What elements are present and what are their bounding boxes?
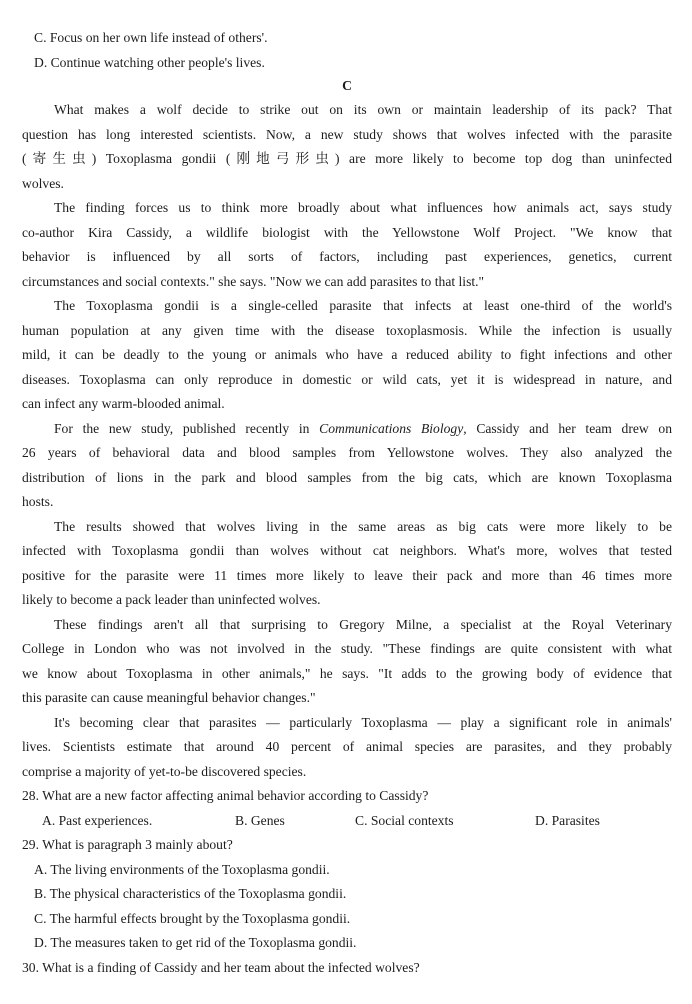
- text-line: The Toxoplasma gondii is a single-celled parasite that infects at least one-third of the world's: [54, 298, 672, 313]
- text-line: this parasite can cause meaningful behavior changes.": [22, 690, 316, 705]
- text-line: What makes a wolf decide to strike out on its own or maintain leadership of its pack? That: [54, 102, 672, 117]
- text-line: These findings aren't all that surprising to Gregory Milne, a specialist at the Royal Veterinary: [54, 616, 672, 632]
- question-stem: 28. What are a new factor affecting animal behavior according to Cassidy?: [22, 788, 429, 803]
- passage: [22, 98, 672, 784]
- text-line: can infect any warm-blooded animal.: [22, 396, 225, 411]
- paragraph-5: [22, 515, 672, 613]
- section-label: C: [342, 78, 352, 93]
- text-line: The finding forces us to think more broadly about what influences how animals act, says study: [54, 200, 672, 215]
- option-c: C. Focus on her own life instead of others'.: [34, 30, 268, 45]
- text-line: comprise a majority of yet-to-be discovered species.: [22, 763, 307, 779]
- text-line: distribution of lions in the park and blood samples from the big cats, which are known Toxoplasma: [22, 469, 672, 485]
- questions: [22, 784, 672, 980]
- choice-d: D. The measures taken to get rid of the Toxoplasma gondii.: [34, 935, 357, 950]
- text-line: likely to become a pack leader than uninfected wolves.: [22, 592, 321, 607]
- option-d: D. Continue watching other people's lives.: [34, 54, 265, 70]
- text-line: mild, it can be deadly to the young or animals who have a reduced ability to fight infections and other: [22, 347, 672, 362]
- paragraph-1: [22, 98, 672, 196]
- paragraph-3: [22, 294, 672, 417]
- text-line: circumstances and social contexts." she says. "Now we can add parasites to that list.": [22, 273, 485, 289]
- choice-a: A. Past experiences.: [42, 812, 153, 828]
- text-line: It's becoming clear that parasites — particularly Toxoplasma — play a significant role in animals': [54, 714, 672, 730]
- text-span: , Cassidy and her team drew on: [463, 420, 672, 436]
- answer-choices: [22, 809, 672, 834]
- text-line: co-author Kira Cassidy, a wildlife biologist with the Yellowstone Wolf Project. "We know that: [22, 224, 672, 240]
- text-line: wolves.: [22, 175, 64, 191]
- paragraph-2: [22, 196, 672, 294]
- question-30: [22, 956, 672, 981]
- choice-b: B. Genes: [235, 812, 285, 828]
- text-line: [22, 417, 672, 442]
- paragraph-4: [22, 417, 672, 515]
- text-line: The results showed that wolves living in the same areas as big cats were more likely to be: [54, 518, 672, 534]
- journal-title: Communications Biology: [319, 420, 464, 436]
- text-line: we know about Toxoplasma in other animals," he says. "It adds to the growing body of evidence that: [22, 665, 672, 681]
- text-line: human population at any given time with the disease toxoplasmosis. While the infection is usually: [22, 322, 672, 338]
- choice-c: C. Social contexts: [355, 812, 454, 828]
- text-line: (寄生虫) Toxoplasma gondii (刚地弓形虫) are more likely to become top dog than uninfected: [22, 151, 672, 166]
- choice-d: D. Parasites: [535, 812, 600, 828]
- choice-b: B. The physical characteristics of the Toxoplasma gondii.: [34, 886, 347, 901]
- question-stem: 29. What is paragraph 3 mainly about?: [22, 837, 233, 852]
- section-heading: [22, 74, 672, 99]
- choice-a: A. The living environments of the Toxoplasma gondii.: [34, 861, 330, 877]
- text-span: For the new study, published recently in: [54, 420, 320, 436]
- paragraph-6: [22, 613, 672, 711]
- text-line: hosts.: [22, 494, 54, 509]
- paragraph-7: [22, 711, 672, 785]
- text-line: 26 years of behavioral data and blood samples from Yellowstone wolves. They also analyzed the: [22, 445, 672, 460]
- text-line: question has long interested scientists. Now, a new study shows that wolves infected with the parasite: [22, 126, 672, 142]
- text-line: positive for the parasite were 11 times more likely to leave their pack and more than 46 times more: [22, 567, 672, 583]
- text-line: College in London who was not involved in the study. "These findings are quite consistent with what: [22, 641, 672, 656]
- text-line: behavior is influenced by all sorts of factors, including past experiences, genetics, current: [22, 249, 672, 264]
- text-line: diseases. Toxoplasma can only reproduce in domestic or wild cats, yet it is widespread in nature, and: [22, 371, 672, 387]
- previous-question-options: [22, 26, 672, 75]
- question-28: [22, 784, 672, 833]
- question-stem: 30. What is a finding of Cassidy and her team about the infected wolves?: [22, 959, 420, 975]
- text-line: infected with Toxoplasma gondii than wolves without cat neighbors. What's more, wolves that tested: [22, 543, 672, 558]
- question-29: [22, 833, 672, 956]
- text-line: lives. Scientists estimate that around 40 percent of animal species are parasites, and they probably: [22, 739, 672, 754]
- choice-c: C. The harmful effects brought by the Toxoplasma gondii.: [34, 910, 351, 926]
